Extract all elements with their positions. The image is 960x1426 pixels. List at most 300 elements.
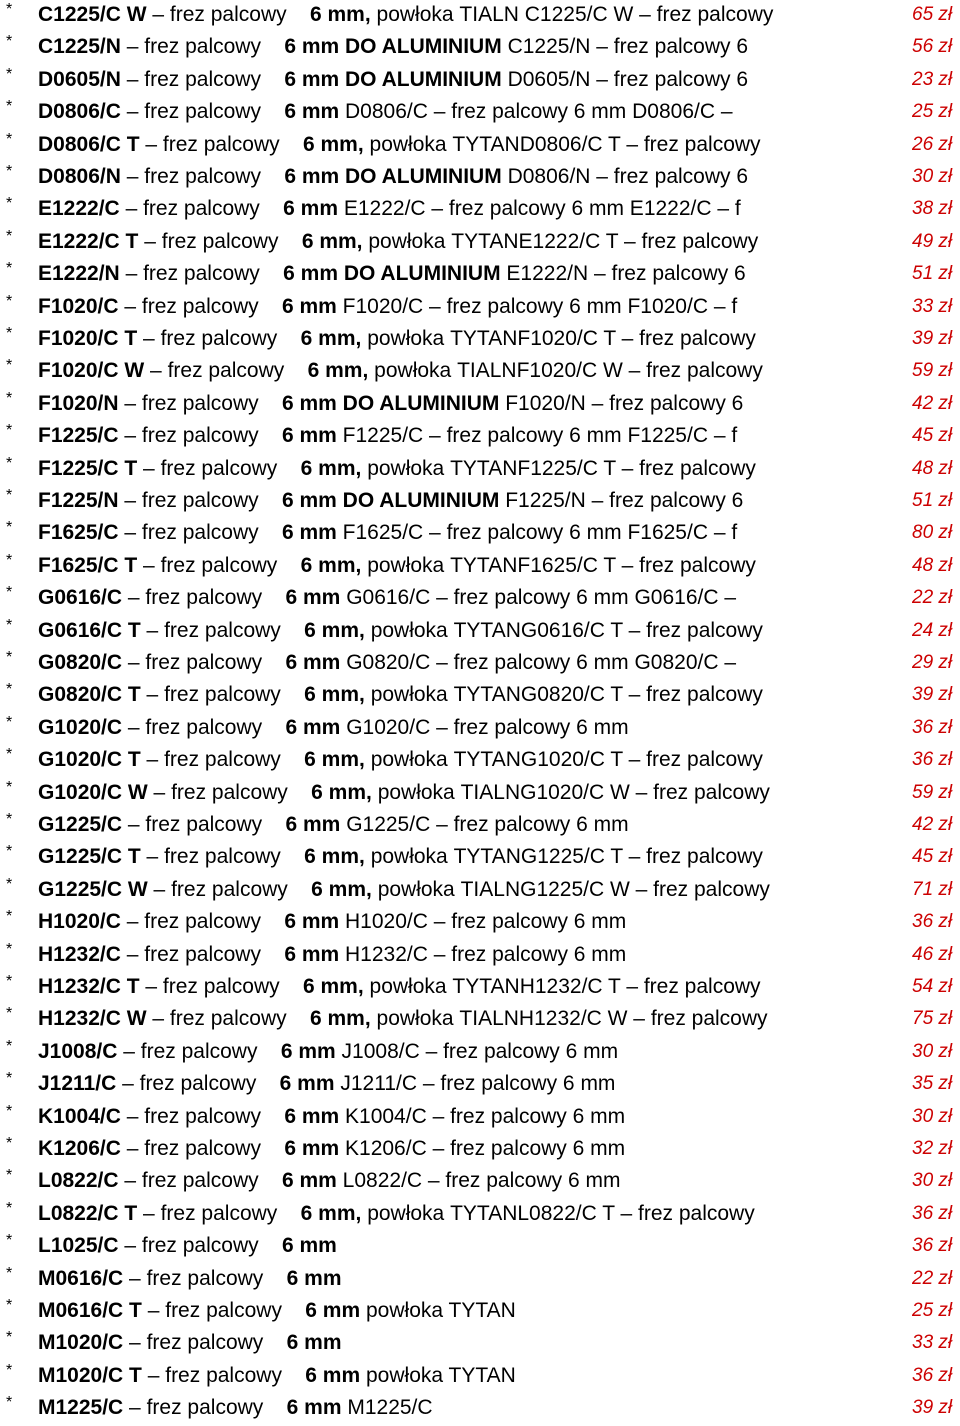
product-coating: powłoka xyxy=(367,327,445,350)
product-name: frez palcowy xyxy=(141,294,259,318)
bullet-asterisk: * xyxy=(6,1264,13,1282)
product-size: 6 mm xyxy=(284,100,340,124)
product-name: frez palcowy xyxy=(144,1104,261,1128)
product-name: frez palcowy xyxy=(169,3,287,26)
product-repeat-text: H1232/C – frez palcowy 6 mm xyxy=(345,942,627,966)
bullet-asterisk: * xyxy=(6,325,13,342)
product-code: G0616/C T xyxy=(38,618,141,642)
list-item xyxy=(0,1265,960,1297)
product-name: frez palcowy xyxy=(144,1137,261,1160)
product-price: 36 zł xyxy=(912,749,953,771)
product-name: frez palcowy xyxy=(146,1266,264,1290)
product-repeat-text: L0822/C – frez palcowy 6 mm xyxy=(342,1169,621,1193)
product-repeat-text: TYTANL0822/C T – frez palcowy xyxy=(450,1201,755,1225)
product-repeat-text: TIALNF1020/C W – frez palcowy xyxy=(457,359,763,383)
list-item xyxy=(0,811,960,843)
list-item xyxy=(0,1038,960,1070)
product-name: frez palcowy xyxy=(171,780,288,804)
bullet-asterisk: * xyxy=(6,843,13,861)
list-item xyxy=(0,973,960,1005)
product-description: L0822/C – frez palcowy 6 mm L0822/C – frez palcowy 6 mm xyxy=(38,1169,621,1193)
product-code: E1222/N xyxy=(38,262,120,286)
product-name: frez palcowy xyxy=(167,359,285,383)
product-name: frez palcowy xyxy=(169,1007,287,1031)
product-repeat-text: J1008/C – frez palcowy 6 mm xyxy=(341,1039,619,1063)
product-name: frez palcowy xyxy=(145,586,263,610)
product-name: frez palcowy xyxy=(164,683,281,707)
product-coating: powłoka xyxy=(369,975,447,998)
product-repeat-text: G0820/C – frez palcowy 6 mm G0820/C – xyxy=(346,651,737,674)
product-size: 6 mm, xyxy=(300,327,362,350)
list-item xyxy=(0,681,960,713)
list-item xyxy=(0,98,960,130)
product-coating: powłoka xyxy=(377,780,455,804)
product-coating: powłoka xyxy=(370,845,448,869)
product-price: 30 zł xyxy=(912,1040,953,1062)
product-name: frez palcowy xyxy=(160,1201,278,1225)
product-coating: powłoka xyxy=(376,3,454,26)
list-item xyxy=(0,1362,960,1394)
product-repeat-text: TYTANE1222/C T – frez palcowy xyxy=(451,229,759,253)
product-name: frez palcowy xyxy=(141,1169,259,1193)
bullet-asterisk: * xyxy=(6,713,13,731)
product-code: L0822/C xyxy=(38,1169,119,1193)
product-price: 30 zł xyxy=(912,1170,953,1192)
list-item xyxy=(0,1103,960,1135)
product-size: 6 mm xyxy=(281,489,337,512)
product-size: 6 mm xyxy=(286,1331,342,1355)
product-size: 6 mm xyxy=(281,1169,337,1193)
product-repeat-text: TYTANG1020/C T – frez palcowy xyxy=(453,748,763,772)
product-code: M1020/C xyxy=(38,1331,124,1355)
product-repeat-text: TIALNG1225/C W – frez palcowy xyxy=(460,877,770,901)
product-description: G0616/C T – frez palcowy 6 mm, powłoka TYTANG0616/C T – frez palcowy xyxy=(38,618,763,642)
product-price: 39 zł xyxy=(912,684,953,706)
product-repeat-text: F1020/N – frez palcowy 6 xyxy=(505,391,744,415)
product-repeat-text: H1020/C – frez palcowy 6 mm xyxy=(345,910,627,934)
product-repeat-text: TYTANG0616/C T – frez palcowy xyxy=(453,618,763,642)
product-size: 6 mm xyxy=(281,391,337,415)
product-price: 48 zł xyxy=(912,554,953,576)
product-name: frez palcowy xyxy=(141,521,259,545)
bullet-asterisk: * xyxy=(6,940,13,958)
product-size: 6 mm xyxy=(286,1266,342,1290)
product-name: frez palcowy xyxy=(164,618,281,642)
bullet-asterisk: * xyxy=(6,1037,13,1055)
product-size: 6 mm, xyxy=(309,3,371,26)
product-description: E1222/C – frez palcowy 6 mm E1222/C – frez palcowy 6 mm E1222/C – f xyxy=(38,197,741,221)
product-code: G1225/C W xyxy=(38,877,148,901)
product-size: 6 mm xyxy=(285,715,341,739)
product-description: F1020/C T – frez palcowy 6 mm, powłoka TYTANF1020/C T – frez palcowy xyxy=(38,327,756,350)
product-name: frez palcowy xyxy=(140,1039,258,1063)
product-description: F1625/C – frez palcowy 6 mm F1625/C – frez palcowy 6 mm F1625/C – f xyxy=(38,521,738,545)
product-price: 24 zł xyxy=(912,619,953,641)
product-code: J1008/C xyxy=(38,1039,118,1063)
list-item xyxy=(0,908,960,940)
product-description: F1020/N – frez palcowy 6 mm DO ALUMINIUM F1020/N – frez palcowy 6 xyxy=(38,391,744,415)
list-item xyxy=(0,1329,960,1361)
product-repeat-text: TIALN C1225/C W – frez palcowy xyxy=(459,3,774,26)
product-code: D0806/C T xyxy=(38,132,140,156)
product-description: D0605/N – frez palcowy 6 mm DO ALUMINIUM D0605/N – frez palcowy 6 xyxy=(38,67,749,91)
product-size: 6 mm xyxy=(281,294,337,318)
product-description: D0806/N – frez palcowy 6 mm DO ALUMINIUM D0806/N – frez palcowy 6 xyxy=(38,165,749,188)
product-repeat-text: TIALNH1232/C W – frez palcowy xyxy=(459,1007,768,1031)
product-repeat-text: C1225/N – frez palcowy 6 xyxy=(507,35,749,59)
product-size: 6 mm xyxy=(284,910,340,934)
product-code: F1020/C xyxy=(38,294,119,318)
bullet-asterisk: * xyxy=(6,681,13,699)
product-code: H1232/C W xyxy=(38,1007,147,1031)
product-price: 71 zł xyxy=(912,878,953,900)
product-repeat-text: E1222/C – frez palcowy 6 mm E1222/C – f xyxy=(343,197,741,221)
list-item xyxy=(0,163,960,195)
product-price: 29 zł xyxy=(912,652,953,673)
product-coating: powłoka xyxy=(368,229,446,253)
product-price: 59 zł xyxy=(912,781,953,803)
list-item xyxy=(0,552,960,584)
product-price: 30 zł xyxy=(912,166,953,187)
product-code: G1020/C T xyxy=(38,748,141,772)
product-price: 48 zł xyxy=(912,457,953,479)
product-description: L1025/C – frez palcowy 6 mm xyxy=(38,1234,337,1258)
product-description: F1225/C – frez palcowy 6 mm F1225/C – frez palcowy 6 mm F1225/C – f xyxy=(38,424,738,448)
bullet-asterisk: * xyxy=(6,746,13,764)
product-code: F1020/C W xyxy=(38,359,145,383)
product-description: H1232/C T – frez palcowy 6 mm, powłoka TYTANH1232/C T – frez palcowy xyxy=(38,975,761,998)
product-name: frez palcowy xyxy=(160,327,278,350)
product-description: H1232/C – frez palcowy 6 mm H1232/C – frez palcowy 6 mm xyxy=(38,942,627,966)
product-price: 39 zł xyxy=(912,1397,953,1419)
product-code: F1625/C T xyxy=(38,553,138,577)
product-coating: powłoka xyxy=(367,1201,445,1225)
bullet-asterisk: * xyxy=(6,422,13,440)
product-description: G0616/C – frez palcowy 6 mm G0616/C – frez palcowy 6 mm G0616/C – xyxy=(38,586,737,610)
bullet-asterisk: * xyxy=(6,1232,13,1250)
product-code: M1020/C T xyxy=(38,1363,142,1387)
product-price: 59 zł xyxy=(912,360,953,382)
product-code: L1025/C xyxy=(38,1234,119,1258)
product-code: J1211/C xyxy=(38,1072,117,1096)
product-name: frez palcowy xyxy=(146,1396,264,1420)
product-repeat-text: TYTAND0806/C T – frez palcowy xyxy=(452,132,761,156)
product-price: 36 zł xyxy=(912,1364,953,1386)
product-code: E1222/C T xyxy=(38,229,139,253)
product-code: G0616/C xyxy=(38,586,123,610)
list-item xyxy=(0,1135,960,1167)
product-price: 51 zł xyxy=(912,490,953,511)
product-coating: powłoka xyxy=(367,553,445,577)
bullet-asterisk: * xyxy=(6,1167,13,1185)
bullet-asterisk: * xyxy=(6,1329,13,1347)
bullet-asterisk: * xyxy=(6,1,13,18)
product-name: frez palcowy xyxy=(161,229,279,253)
product-price: 80 zł xyxy=(912,522,953,544)
product-code: F1020/N xyxy=(38,391,119,415)
product-repeat-text: TYTANH1232/C T – frez palcowy xyxy=(452,975,761,998)
product-description: J1211/C – frez palcowy 6 mm J1211/C – frez palcowy 6 mm xyxy=(38,1072,616,1096)
bullet-asterisk: * xyxy=(6,260,13,278)
product-description: C1225/C W – frez palcowy 6 mm, powłoka TIALN C1225/C W – frez palcowy xyxy=(38,3,774,26)
list-item xyxy=(0,1232,960,1264)
bullet-asterisk: * xyxy=(6,1394,13,1412)
product-price: 23 zł xyxy=(912,68,953,90)
product-description: K1206/C – frez palcowy 6 mm K1206/C – frez palcowy 6 mm xyxy=(38,1137,626,1160)
product-description: F1625/C T – frez palcowy 6 mm, powłoka TYTANF1625/C T – frez palcowy xyxy=(38,553,756,577)
list-item xyxy=(0,390,960,422)
product-name: frez palcowy xyxy=(145,651,263,674)
product-description: G1020/C – frez palcowy 6 mm G1020/C – frez palcowy 6 mm xyxy=(38,715,629,739)
list-item xyxy=(0,779,960,811)
product-size: 6 mm xyxy=(305,1299,361,1322)
product-description: G1020/C W – frez palcowy 6 mm, powłoka TIALNG1020/C W – frez palcowy xyxy=(38,780,770,804)
product-repeat-text: D0605/N – frez palcowy 6 xyxy=(507,67,749,91)
product-size: 6 mm xyxy=(284,165,340,188)
product-price: 25 zł xyxy=(912,1300,953,1321)
product-repeat-text: K1004/C – frez palcowy 6 mm xyxy=(345,1104,626,1128)
product-price: 36 zł xyxy=(912,911,953,933)
list-item xyxy=(0,843,960,875)
product-code: L0822/C T xyxy=(38,1201,138,1225)
list-item xyxy=(0,1167,960,1199)
product-description: G0820/C – frez palcowy 6 mm G0820/C – frez palcowy 6 mm G0820/C – xyxy=(38,651,737,674)
product-description: G1225/C W – frez palcowy 6 mm, powłoka TIALNG1225/C W – frez palcowy xyxy=(38,877,770,901)
product-coating: DO ALUMINIUM xyxy=(342,391,500,415)
product-code: G0820/C xyxy=(38,651,123,674)
product-price: 38 zł xyxy=(912,198,953,220)
product-coating: powłoka xyxy=(367,456,445,480)
product-size: 6 mm xyxy=(283,197,339,221)
product-size: 6 mm, xyxy=(300,553,362,577)
bullet-asterisk: * xyxy=(6,649,13,666)
list-item xyxy=(0,519,960,551)
product-description: D0806/C T – frez palcowy 6 mm, powłoka TYTAND0806/C T – frez palcowy xyxy=(38,132,761,156)
bullet-asterisk: * xyxy=(6,875,13,893)
product-price: 65 zł xyxy=(912,4,953,25)
bullet-asterisk: * xyxy=(6,551,13,569)
product-size: 6 mm xyxy=(284,35,340,59)
product-description: L0822/C T – frez palcowy 6 mm, powłoka TYTANL0822/C T – frez palcowy xyxy=(38,1201,755,1225)
product-size: 6 mm xyxy=(284,1104,340,1128)
product-size: 6 mm, xyxy=(309,1007,371,1031)
bullet-asterisk: * xyxy=(6,389,13,407)
product-name: frez palcowy xyxy=(144,67,261,91)
product-name: frez palcowy xyxy=(164,748,281,772)
product-name: frez palcowy xyxy=(143,197,260,221)
product-code: F1625/C xyxy=(38,521,119,545)
product-price: 45 zł xyxy=(912,846,953,868)
bullet-asterisk: * xyxy=(6,1135,13,1152)
product-size: 6 mm xyxy=(305,1363,361,1387)
list-item xyxy=(0,422,960,454)
product-name: frez palcowy xyxy=(141,424,259,448)
product-name: frez palcowy xyxy=(165,1363,282,1387)
product-size: 6 mm xyxy=(284,67,340,91)
list-item xyxy=(0,293,960,325)
product-name: frez palcowy xyxy=(144,100,261,124)
product-coating: powłoka TYTAN xyxy=(366,1299,516,1322)
product-description: M1020/C T – frez palcowy 6 mm powłoka TYTAN xyxy=(38,1363,516,1387)
bullet-asterisk: * xyxy=(6,811,13,828)
product-coating: powłoka TYTAN xyxy=(366,1363,516,1387)
product-size: 6 mm, xyxy=(300,456,362,480)
product-name: frez palcowy xyxy=(144,165,261,188)
product-price: 22 zł xyxy=(912,1267,953,1289)
product-price: 42 zł xyxy=(912,392,953,414)
bullet-asterisk: * xyxy=(6,973,13,990)
product-price: 75 zł xyxy=(912,1008,953,1030)
list-item xyxy=(0,33,960,65)
product-size: 6 mm xyxy=(281,424,337,448)
product-repeat-text: G1225/C – frez palcowy 6 mm xyxy=(346,813,629,836)
bullet-asterisk: * xyxy=(6,616,13,634)
product-price: 25 zł xyxy=(912,101,953,123)
product-name: frez palcowy xyxy=(143,262,260,286)
product-price: 33 zł xyxy=(912,1332,953,1354)
product-name: frez palcowy xyxy=(164,845,281,869)
product-repeat-text: D0806/N – frez palcowy 6 xyxy=(507,165,749,188)
product-description: H1020/C – frez palcowy 6 mm H1020/C – frez palcowy 6 mm xyxy=(38,910,627,934)
product-name: frez palcowy xyxy=(144,942,261,966)
product-size: 6 mm xyxy=(281,521,337,545)
product-description: G1225/C T – frez palcowy 6 mm, powłoka TYTANG1225/C T – frez palcowy xyxy=(38,845,763,869)
product-size: 6 mm, xyxy=(304,618,365,642)
product-code: F1225/N xyxy=(38,489,119,512)
product-repeat-text: E1222/N – frez palcowy 6 xyxy=(506,262,746,286)
list-item xyxy=(0,455,960,487)
list-item xyxy=(0,325,960,357)
product-name: frez palcowy xyxy=(146,1331,264,1355)
product-coating: DO ALUMINIUM xyxy=(345,67,502,91)
list-item xyxy=(0,1005,960,1037)
product-description: G1020/C T – frez palcowy 6 mm, powłoka TYTANG1020/C T – frez palcowy xyxy=(38,748,763,772)
product-size: 6 mm, xyxy=(311,877,372,901)
product-size: 6 mm, xyxy=(311,780,372,804)
product-code: F1225/C T xyxy=(38,456,138,480)
product-repeat-text: TYTANF1225/C T – frez palcowy xyxy=(450,456,756,480)
product-name: frez palcowy xyxy=(141,1234,259,1258)
product-coating: DO ALUMINIUM xyxy=(342,489,500,512)
product-coating: powłoka xyxy=(377,877,455,901)
product-code: G1225/C xyxy=(38,813,123,836)
product-repeat-text: F1020/C – frez palcowy 6 mm F1020/C – f xyxy=(342,294,738,318)
product-code: G1020/C W xyxy=(38,780,148,804)
product-description: H1232/C W – frez palcowy 6 mm, powłoka TIALNH1232/C W – frez palcowy xyxy=(38,1007,768,1031)
bullet-asterisk: * xyxy=(6,1297,13,1314)
product-size: 6 mm xyxy=(285,651,341,674)
product-price: 42 zł xyxy=(912,814,953,835)
bullet-asterisk: * xyxy=(6,1070,13,1088)
product-price: 36 zł xyxy=(912,1235,953,1257)
list-item xyxy=(0,1297,960,1329)
product-price: 35 zł xyxy=(912,1073,953,1095)
bullet-asterisk: * xyxy=(6,519,13,537)
bullet-asterisk: * xyxy=(6,130,13,148)
product-description: C1225/N – frez palcowy 6 mm DO ALUMINIUM C1225/N – frez palcowy 6 xyxy=(38,35,749,59)
bullet-asterisk: * xyxy=(6,98,13,116)
product-size: 6 mm, xyxy=(304,845,365,869)
list-item xyxy=(0,617,960,649)
product-code: G1020/C xyxy=(38,715,123,739)
product-description: K1004/C – frez palcowy 6 mm K1004/C – frez palcowy 6 mm xyxy=(38,1104,626,1128)
product-price: 36 zł xyxy=(912,1202,953,1224)
product-name: frez palcowy xyxy=(139,1072,257,1096)
product-code: M0616/C xyxy=(38,1266,124,1290)
product-description: J1008/C – frez palcowy 6 mm J1008/C – frez palcowy 6 mm xyxy=(38,1039,619,1063)
product-size: 6 mm xyxy=(280,1039,336,1063)
list-item xyxy=(0,584,960,616)
product-code: C1225/N xyxy=(38,35,121,59)
bullet-asterisk: * xyxy=(6,487,13,504)
bullet-asterisk: * xyxy=(6,778,13,796)
product-name: frez palcowy xyxy=(162,975,280,998)
product-name: frez palcowy xyxy=(144,35,261,59)
product-size: 6 mm, xyxy=(302,975,364,998)
product-name: frez palcowy xyxy=(160,456,278,480)
product-repeat-text: TYTANG1225/C T – frez palcowy xyxy=(453,845,763,869)
list-item xyxy=(0,1200,960,1232)
product-name: frez palcowy xyxy=(141,489,259,512)
list-item xyxy=(0,876,960,908)
product-size: 6 mm xyxy=(284,1137,340,1160)
product-code: D0806/C xyxy=(38,100,121,124)
product-size: 6 mm, xyxy=(302,132,364,156)
list-item xyxy=(0,66,960,98)
bullet-asterisk: * xyxy=(6,1005,13,1023)
product-name: frez palcowy xyxy=(145,813,263,836)
product-repeat-text: F1225/C – frez palcowy 6 mm F1225/C – f xyxy=(342,424,738,448)
bullet-asterisk: * xyxy=(6,1102,13,1120)
product-code: F1225/C xyxy=(38,424,119,448)
product-size: 6 mm xyxy=(279,1072,335,1096)
product-code: G1225/C T xyxy=(38,845,141,869)
product-code: M1225/C xyxy=(38,1396,124,1420)
product-code: F1020/C T xyxy=(38,327,138,350)
product-name: frez palcowy xyxy=(171,877,288,901)
bullet-asterisk: * xyxy=(6,195,13,213)
bullet-asterisk: * xyxy=(6,33,13,51)
product-code: H1232/C T xyxy=(38,975,140,998)
product-coating: powłoka xyxy=(370,683,448,707)
product-code: H1232/C xyxy=(38,942,121,966)
product-repeat-text: TYTANF1020/C T – frez palcowy xyxy=(450,327,756,350)
list-item xyxy=(0,649,960,681)
product-price: 22 zł xyxy=(912,587,953,609)
product-repeat-text: G0616/C – frez palcowy 6 mm G0616/C – xyxy=(346,586,737,610)
product-description: M1225/C – frez palcowy 6 mm M1225/C xyxy=(38,1396,433,1420)
product-price: 32 zł xyxy=(912,1138,953,1159)
product-coating: DO ALUMINIUM xyxy=(345,165,502,188)
product-price: 30 zł xyxy=(912,1105,953,1127)
product-size: 6 mm xyxy=(286,1396,342,1420)
list-item xyxy=(0,487,960,519)
product-size: 6 mm, xyxy=(300,1201,362,1225)
list-item xyxy=(0,228,960,260)
product-price: 49 zł xyxy=(912,230,953,252)
bullet-asterisk: * xyxy=(6,227,13,245)
product-description: F1225/C T – frez palcowy 6 mm, powłoka TYTANF1225/C T – frez palcowy xyxy=(38,456,756,480)
product-code: K1004/C xyxy=(38,1104,121,1128)
product-coating: powłoka xyxy=(376,1007,454,1031)
product-name: frez palcowy xyxy=(144,910,261,934)
product-repeat-text: G1020/C – frez palcowy 6 mm xyxy=(346,715,629,739)
product-size: 6 mm, xyxy=(301,229,363,253)
bullet-asterisk: * xyxy=(6,1361,13,1379)
product-size: 6 mm, xyxy=(304,748,365,772)
list-item xyxy=(0,195,960,227)
product-size: 6 mm xyxy=(284,942,340,966)
